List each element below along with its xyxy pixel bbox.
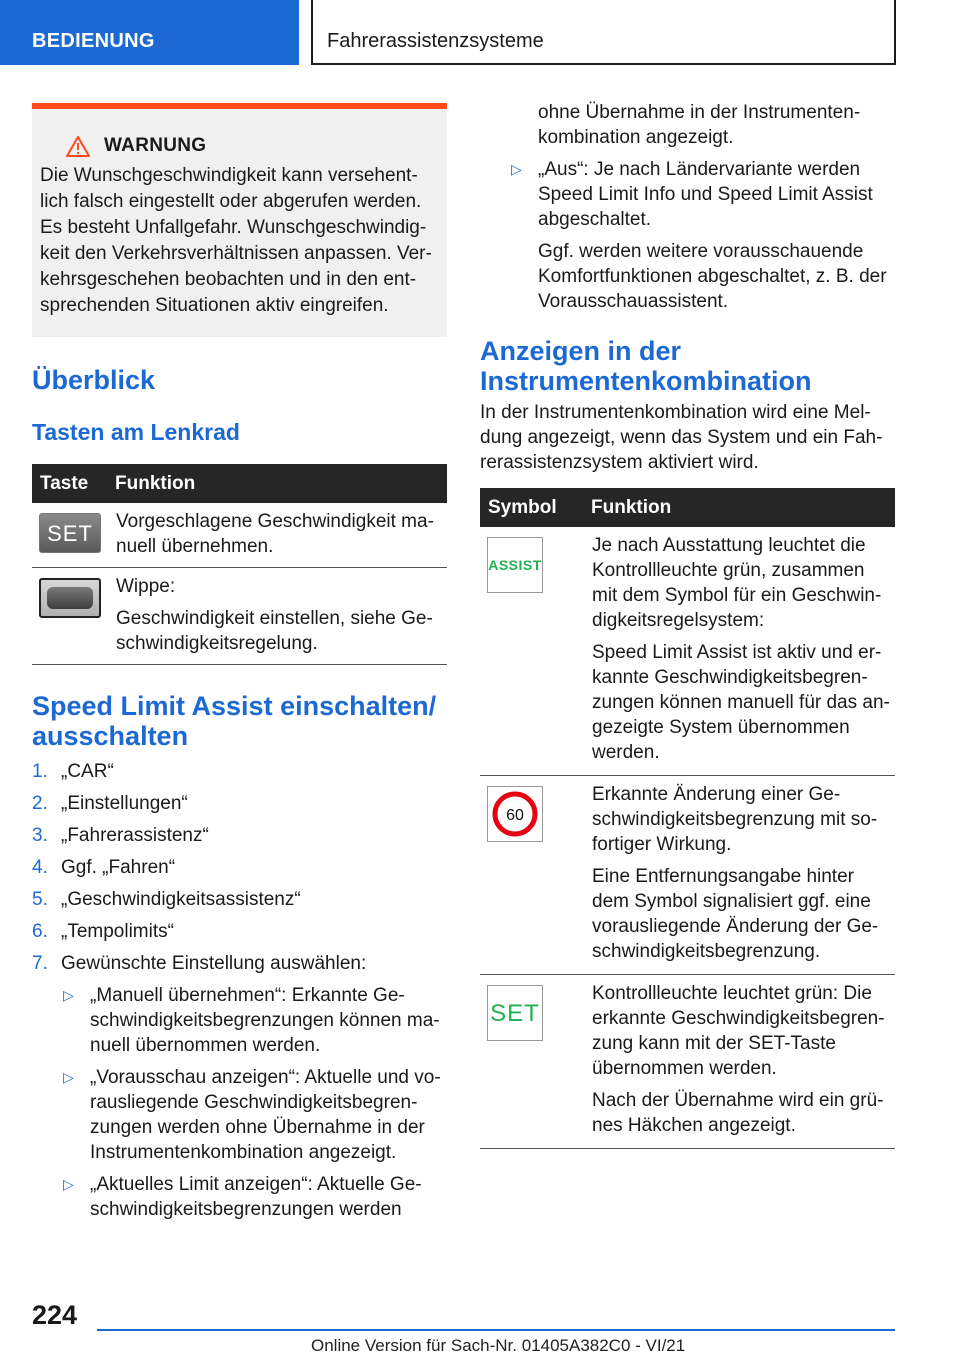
aus-note: Ggf. werden weitere vorausschauende Komfortfunktionen abgeschaltet, z. B. der Vorausschauassistent. (538, 241, 887, 312)
function-cell (107, 503, 447, 568)
list-item: ▷ „Manuell übernehmen“: Erkannte Geschwindigkeitsbegrenzungen können manuell übernommen werden. (63, 985, 440, 1056)
list-item: 6. „Tempolimits“ (32, 921, 174, 942)
table-header-row (32, 464, 447, 503)
column-header-symbol: Symbol (480, 488, 583, 527)
key-cell (32, 503, 107, 568)
table-row (480, 975, 895, 1149)
function-cell (583, 527, 895, 776)
list-item: 1. „CAR“ (32, 761, 114, 782)
display-intro: In der Instrumentenkombination wird eine Meldung angezeigt, wenn das System und ein Fahrerassistenzsystem aktiviert wird. (480, 402, 883, 473)
list-item: 5. „Geschwindigkeitsassistenz“ (32, 889, 301, 910)
function-text: Vorgeschlagene Geschwindigkeit manuell übernehmen. (116, 511, 434, 557)
function-text: Speed Limit Assist ist aktiv und erkannte Geschwindigkeitsbegrenzungen können manuell für das angezeigte System übernommen werden. (592, 642, 890, 763)
function-text: Nach der Übernahme wird ein grünes Häkchen angezeigt. (592, 1090, 884, 1136)
function-cell (583, 776, 895, 975)
steps-list (32, 759, 447, 1222)
key-cell (32, 568, 107, 665)
list-item: 4. Ggf. „Fahren“ (32, 857, 176, 878)
continued-text: ohne Übernahme in der Instrumentenkombination angezeigt. (538, 102, 861, 148)
column-header-function: Funktion (107, 464, 447, 503)
toggle-heading: Speed Limit Assist einschalten/ ausschalten (32, 691, 437, 751)
column-header-key: Taste (32, 464, 107, 503)
symbol-cell (480, 975, 583, 1149)
options-list-continued (480, 157, 895, 314)
table-header-row (480, 488, 895, 527)
table-row (480, 527, 895, 776)
function-text: Erkannte Änderung einer Geschwindigkeitsbegrenzung mit sofortiger Wirkung. (592, 784, 878, 855)
footer-text: Online Version für Sach-Nr. 01405A382C0 - VI/21 (311, 1336, 686, 1355)
warning-text: Die Wunschgeschwindigkeit kann versehentlich falsch eingestellt oder abgerufen werden. Es besteht Unfallgefahr. Wunschgeschwindigkeit den Verkehrsverhältnissen anpassen. Verkehrsgeschehen beobachten und in den entsprechenden Situationen aktiv eingreifen. (40, 165, 432, 316)
page-number: 224 (32, 1300, 78, 1330)
warning-header (66, 135, 437, 157)
column-header-function: Funktion (583, 488, 895, 527)
warning-box (32, 103, 447, 337)
symbol-cell (480, 776, 583, 975)
steering-buttons-table (32, 464, 447, 665)
list-item: 2. „Einstellungen“ (32, 793, 188, 814)
triangle-right-icon: ▷ (63, 1069, 74, 1085)
triangle-right-icon: ▷ (511, 161, 522, 177)
table-row (32, 503, 447, 568)
right-column (480, 100, 895, 1149)
overview-heading: Überblick (32, 365, 156, 395)
options-list (61, 983, 447, 1222)
table-row (32, 568, 447, 665)
symbols-table (480, 488, 895, 1149)
symbol-cell (480, 527, 583, 776)
triangle-right-icon: ▷ (63, 1176, 74, 1192)
steering-buttons-heading: Tasten am Lenkrad (32, 419, 240, 445)
list-item: 7. Gewünschte Einstellung auswählen: ▷ „Manuell übernehmen“: Erkannte Geschwindigkeitsbegrenzungen können manuell übernommen werden. ▷ „Vorausschau anzeigen“: Aktuelle und vorausliegende Geschwindigkeitsbegrenzungen werden ohne Übernahme in der Instrumentenkombination angezeigt. ▷ „Aktuelles Limit anzeigen“: Aktuelle Geschwindigkeitsbegrenzungen werden (32, 951, 447, 1222)
function-text: Wippe: (116, 576, 176, 597)
header-section-tab: BEDIENUNG (0, 0, 299, 65)
footer-divider (97, 1329, 895, 1331)
rocker-switch-icon (39, 578, 101, 618)
list-item: ▷ „Vorausschau anzeigen“: Aktuelle und vorausliegende Geschwindigkeitsbegrenzungen werden ohne Übernahme in der Instrumentenkombination angezeigt. (63, 1067, 441, 1163)
svg-text:60: 60 (506, 807, 524, 824)
function-cell (107, 568, 447, 665)
function-text: Je nach Ausstattung leuchtet die Kontrollleuchte grün, zusammen mit dem Symbol für ein Geschwindigkeitsregelsystem: (592, 535, 882, 631)
display-heading: Anzeigen in der Instrumentenkombination (480, 336, 812, 396)
warning-title: WARNUNG (104, 135, 207, 156)
table-row (480, 776, 895, 975)
triangle-right-icon: ▷ (63, 987, 74, 1003)
list-item: ▷ „Aus“: Je nach Ländervariante werden Speed Limit Info und Speed Limit Assist abgeschaltet. Ggf. werden weitere vorausschauende Komfortfunktionen abgeschaltet, z. B. der Vorausschauassistent. (509, 157, 895, 314)
left-column (32, 103, 447, 1229)
list-item: 3. „Fahrerassistenz“ (32, 825, 209, 846)
function-text: Kontrollleuchte leuchtet grün: Die erkannte Geschwindigkeitsbegrenzung kann mit der SET-Taste übernommen werden. (592, 983, 885, 1079)
header-chapter-title: Fahrerassistenzsysteme (311, 0, 896, 65)
list-item: ▷ „Aktuelles Limit anzeigen“: Aktuelle Geschwindigkeitsbegrenzungen werden (63, 1174, 422, 1220)
assist-icon: ASSIST (487, 537, 543, 593)
set-key-icon: SET (39, 513, 101, 553)
set-indicator-icon: SET (487, 985, 543, 1041)
speed-limit-sign-icon (487, 786, 543, 842)
function-text: Eine Entfernungsangabe hinter dem Symbol signalisiert ggf. eine vorausliegende Änderung der Geschwindigkeitsbegrenzung. (592, 866, 879, 962)
function-text: Geschwindigkeit einstellen, siehe Geschwindigkeitsregelung. (116, 608, 433, 654)
function-cell (583, 975, 895, 1149)
warning-triangle-icon (66, 136, 90, 157)
